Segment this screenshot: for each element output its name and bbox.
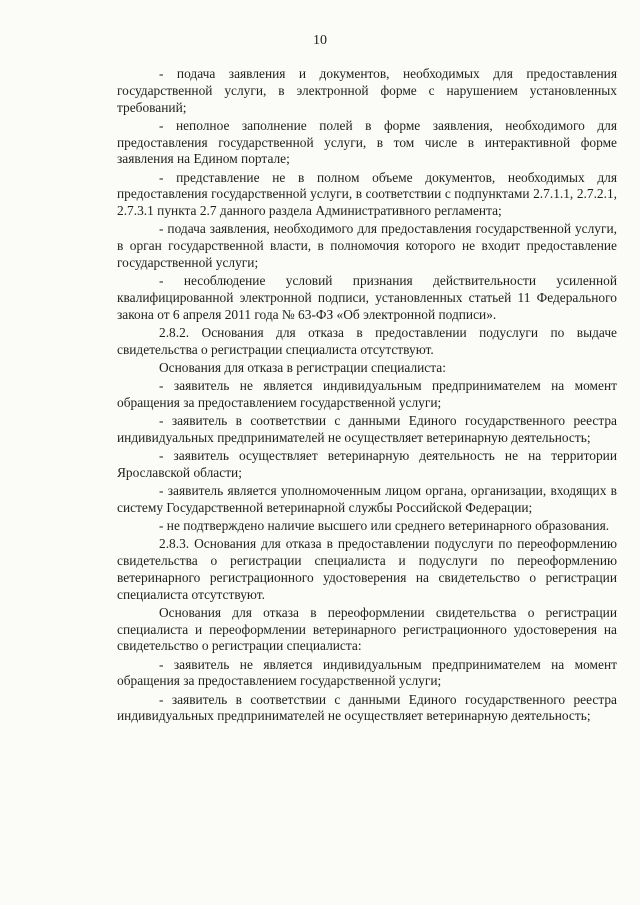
paragraph: Основания для отказа в переоформлении свидетельства о регистрации специалиста и переоформлении ветеринарного регистрационного удостоверения на свидетельство о регистрации специалиста: [117,604,617,654]
paragraph: - подача заявления и документов, необходимых для предоставления государственной услуги, в электронной форме с нарушением установленных требований; [117,66,617,115]
paragraph: - несоблюдение условий признания действительности усиленной квалифицированной электронной подписи, установленных статьей 11 Федерального закона от 6 апреля 2011 года № 63-ФЗ «Об электронной подписи». [117,273,617,322]
paragraph: - представление не в полном объеме документов, необходимых для предоставления государственной услуги, в соответствии с подпунктами 2.7.1.1, 2.7.2.1, 2.7.3.1 пункта 2.7 данного раздела Административного регламента; [117,169,617,219]
paragraph: - заявитель является уполномоченным лицом органа, организации, входящих в систему Государственной ветеринарной службы Российской Федерации; [117,483,617,515]
paragraph: Основания для отказа в регистрации специалиста: [159,359,446,375]
paragraph: 2.8.3. Основания для отказа в предоставлении подуслуги по переоформлению свидетельства о регистрации специалиста и подуслуги по переоформлению ветеринарного регистрационного удостоверения на свидетельство о регистрации специалиста отсутствуют. [117,536,617,602]
page-number: 10 [313,33,327,48]
paragraph: - подача заявления, необходимого для предоставления государственной услуги, в орган государственной власти, в полномочия которого не входит предоставление государственной услуги; [117,221,617,270]
paragraph: - заявитель в соответствии с данными Единого государственного реестра индивидуальных предпринимателей не осуществляет ветеринарную деятельность; [117,691,617,724]
paragraph: 2.8.2. Основания для отказа в предоставлении подуслуги по выдаче свидетельства о регистрации специалиста отсутствуют. [117,324,617,357]
paragraph: - неполное заполнение полей в форме заявления, необходимого для предоставления государственной услуги, в том числе в интерактивной форме заявления на Едином портале; [117,117,617,167]
paragraph: - заявитель не является индивидуальным предпринимателем на момент обращения за предоставлением государственной услуги; [117,378,617,410]
paragraph: - заявитель в соответствии с данными Единого государственного реестра индивидуальных предпринимателей не осуществляет ветеринарную деятельность; [117,413,617,445]
document-body [117,66,617,727]
paragraph: - заявитель не является индивидуальным предпринимателем на момент обращения за предоставлением государственной услуги; [117,656,617,689]
paragraph: - заявитель осуществляет ветеринарную деятельность не на территории Ярославской области; [117,448,617,480]
paragraph: - не подтверждено наличие высшего или среднего ветеринарного образования. [159,518,610,534]
